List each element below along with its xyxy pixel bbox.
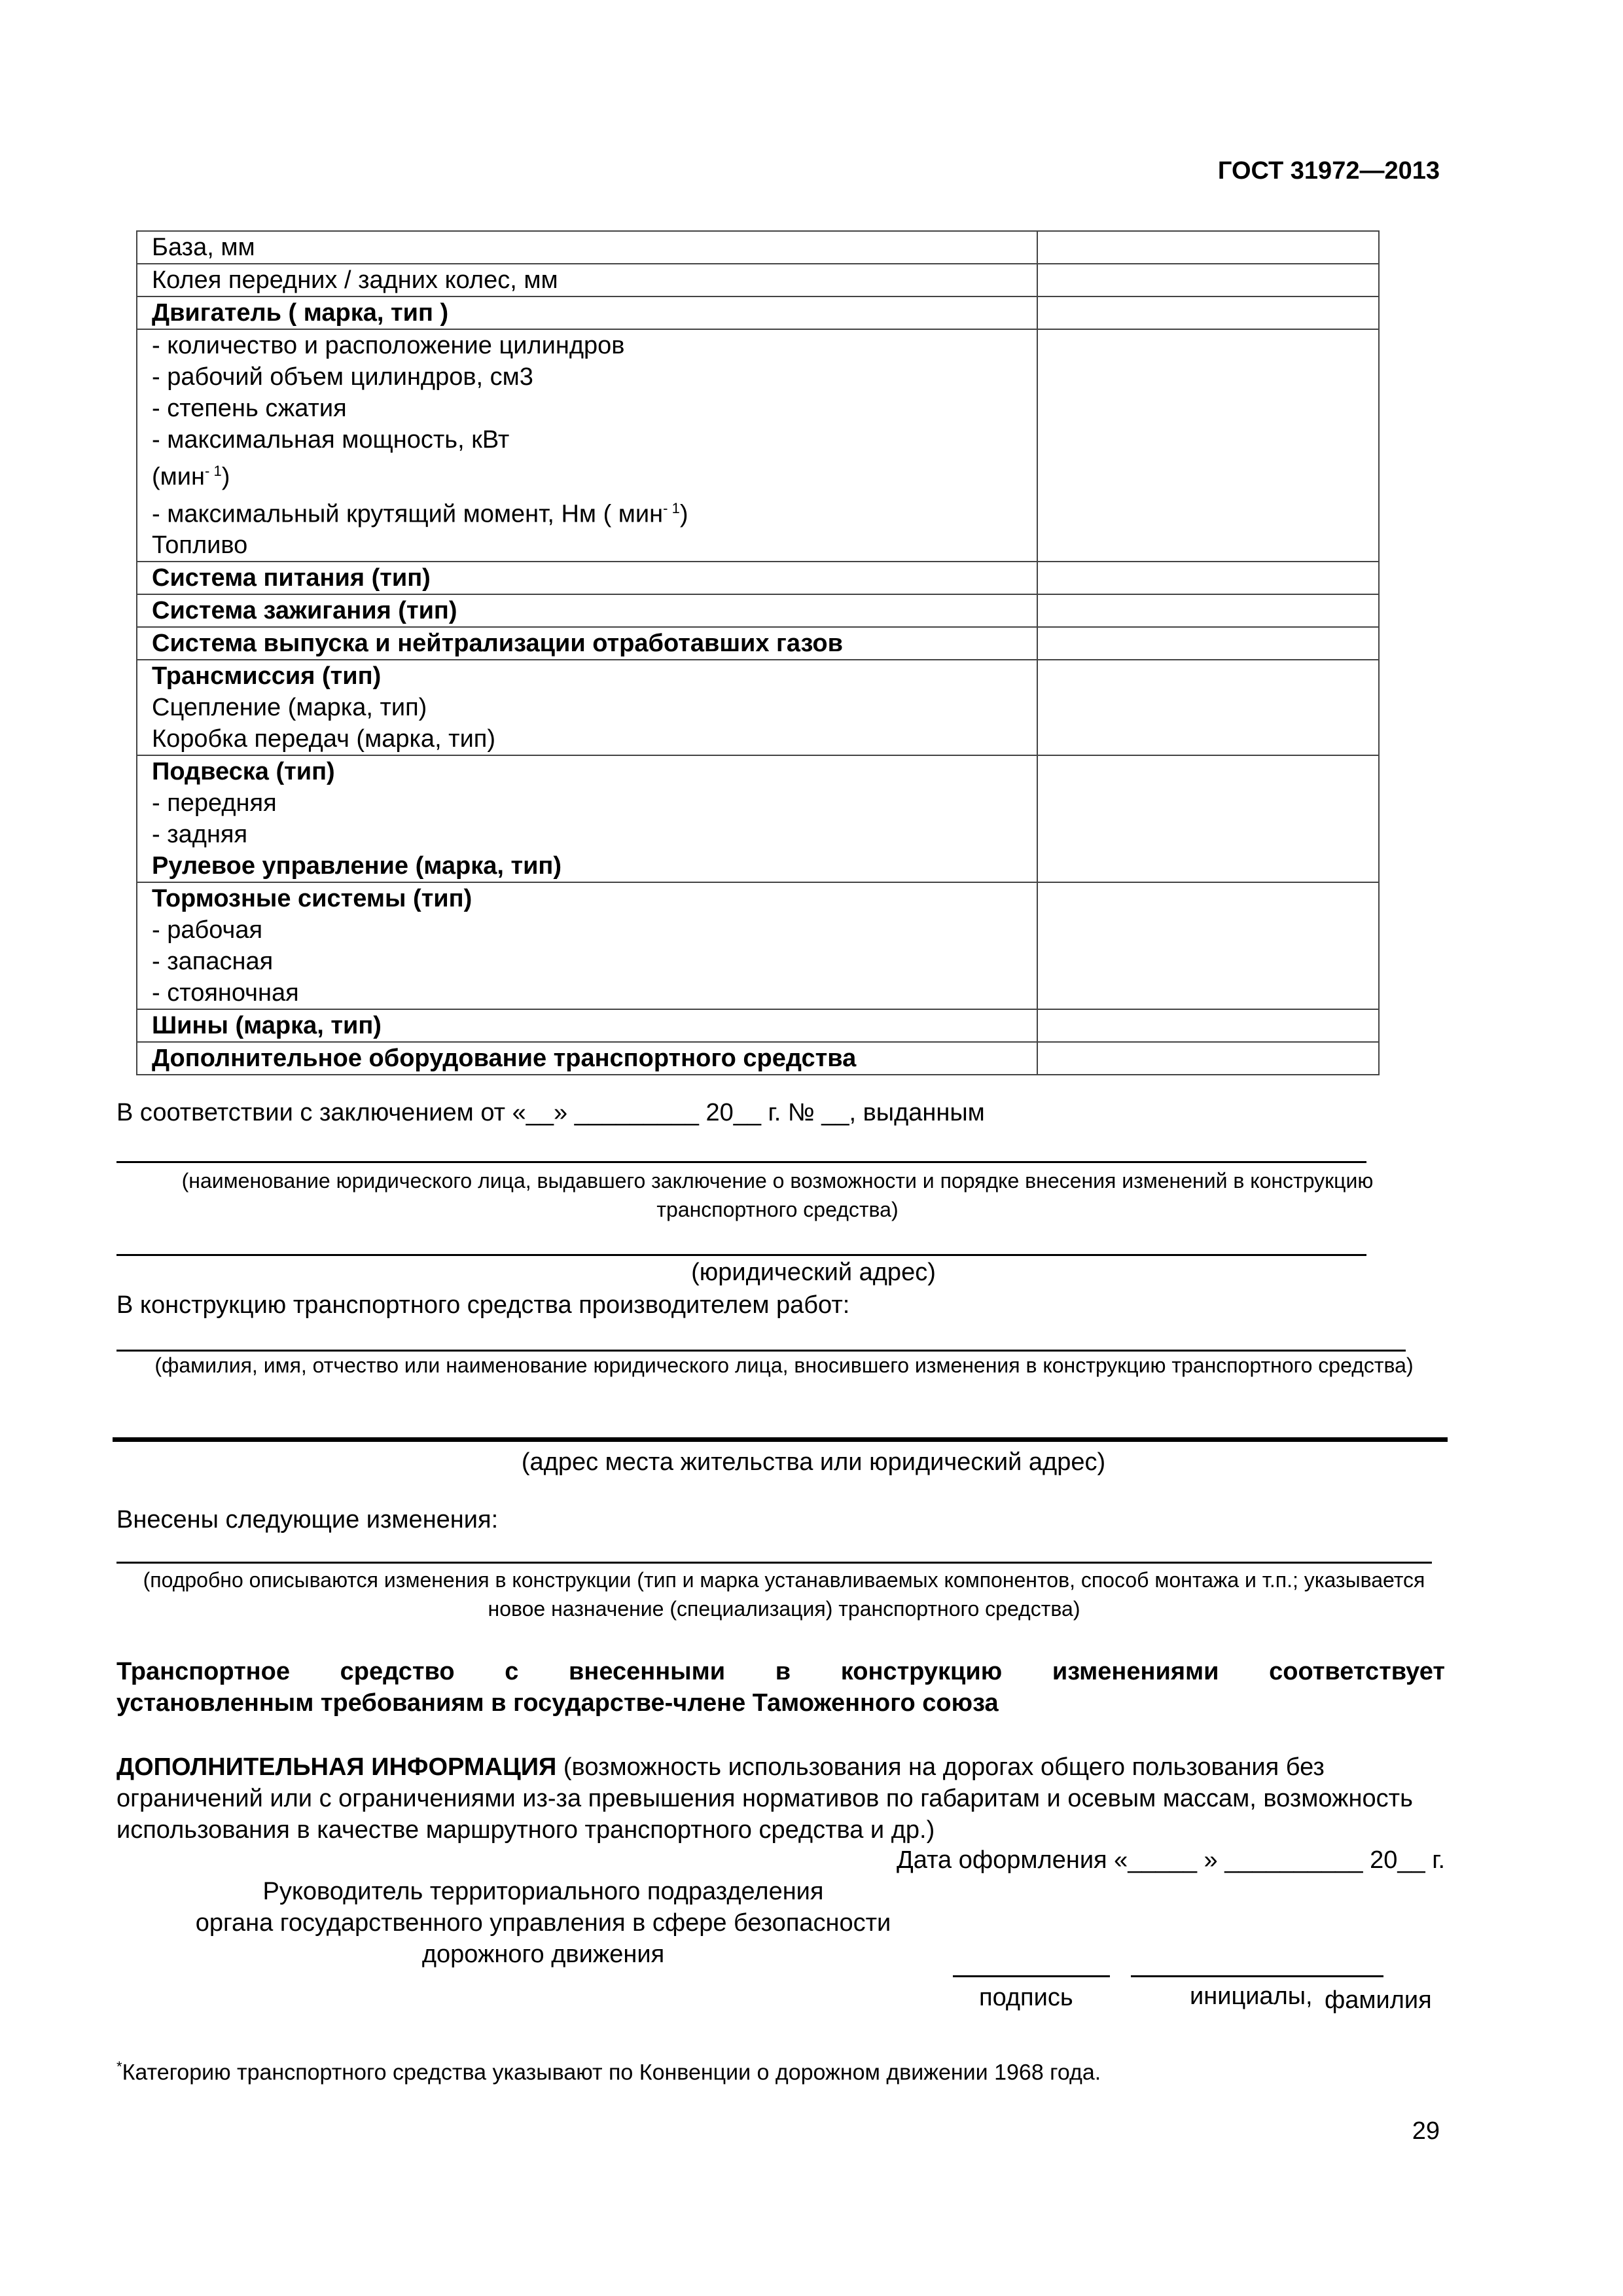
table-row [137,1009,1379,1042]
parameter-text: - передняя [152,789,277,817]
parameter-cell [137,562,1037,594]
parameter-line [152,493,1037,530]
vehicle-spec-table [136,230,1380,1075]
parameter-text: (мин [152,463,205,491]
parameter-text: - количество и расположение цилиндров [152,332,625,359]
parameter-line [152,297,1037,329]
table-row [137,1042,1379,1075]
head-line-2: органа государственного управления в сфере безопасности [195,1909,891,1937]
initials-line [1131,1975,1383,1977]
initials-label: инициалы, [1190,1982,1313,2010]
parameter-line [152,977,1037,1009]
parameter-text: Тормозные системы (тип) [152,885,473,913]
footnote-mark: * [116,2058,122,2075]
entity-caption: (наименование юридического лица, выдавшего заключение о возможности и порядке внесения изменений в конструкцию транспортного средства) [181,1169,1374,1221]
signature-label: подпись [979,1984,1073,2011]
spec-table-body [137,231,1379,1075]
parameter-text: Подвеска (тип) [152,758,335,786]
table-row [137,296,1379,329]
parameter-text: - запасная [152,948,274,976]
parameter-line [152,883,1037,914]
parameter-line [152,787,1037,819]
parameter-text: Топливо [152,531,248,560]
legal-address-line [116,1254,1366,1256]
parameter-line [152,529,1037,561]
parameter-text: Двигатель ( марка, тип ) [152,299,449,327]
legal-address-caption: (юридический адрес) [691,1259,936,1286]
parameter-cell [137,594,1037,627]
parameter-cell [137,755,1037,882]
parameter-cell [137,296,1037,329]
parameter-text-suffix: ) [679,500,688,528]
table-row [137,882,1379,1009]
parameter-cell [137,627,1037,660]
page-number: 29 [1412,2117,1440,2145]
parameter-text: Дополнительное оборудование транспортного средства [152,1045,857,1073]
address-caption: (адрес места жительства или юридический адрес) [521,1448,1106,1476]
parameter-text: - рабочий объем цилиндров, см3 [152,363,533,391]
parameter-text: - рабочая [152,916,263,944]
parameter-line [152,562,1037,594]
value-cell[interactable] [1037,329,1379,562]
parameter-text: Трансмиссия (тип) [152,662,382,691]
parameter-line [152,1043,1037,1074]
parameter-cell [137,660,1037,755]
parameter-line [152,264,1037,296]
value-cell[interactable] [1037,1009,1379,1042]
parameter-cell [137,264,1037,296]
head-line-1: Руководитель территориального подразделения [262,1878,824,1905]
parameter-line [152,232,1037,263]
parameter-line [152,456,1037,493]
parameter-text: Система выпуска и нейтрализации отработавших газов [152,630,843,658]
parameter-cell [137,1042,1037,1075]
document-code: ГОСТ 31972—2013 [1217,157,1440,185]
parameter-line [152,628,1037,659]
parameter-text: - максимальная мощность, кВт [152,426,510,454]
table-row [137,264,1379,296]
footnote [116,2053,1101,2087]
parameter-line [152,330,1037,361]
producer-caption: (фамилия, имя, отчество или наименование юридического лица, вносившего изменения в конструкцию транспортного средства) [154,1354,1414,1377]
parameter-line [152,692,1037,723]
table-row [137,329,1379,562]
table-row [137,627,1379,660]
parameter-line [152,424,1037,456]
parameter-line [152,756,1037,787]
parameter-text: - степень сжатия [152,395,347,422]
parameter-line [152,361,1037,393]
parameter-text: Колея передних / задних колес, мм [152,266,558,294]
entity-line [116,1161,1366,1163]
additional-info-heading: ДОПОЛНИТЕЛЬНАЯ ИНФОРМАЦИЯ [116,1753,557,1781]
value-cell[interactable] [1037,594,1379,627]
parameter-cell [137,329,1037,562]
table-row [137,594,1379,627]
parameter-text: Сцепление (марка, тип) [152,694,427,722]
parameter-text: - максимальный крутящий момент, Нм ( мин [152,500,664,528]
parameter-line [152,1010,1037,1041]
parameter-line [152,819,1037,850]
table-row [137,755,1379,882]
producer-label: В конструкцию транспортного средства производителем работ: [116,1291,850,1319]
additional-info [116,1751,1445,1846]
value-cell[interactable] [1037,882,1379,1009]
surname-label: фамилия [1325,1986,1432,2014]
parameter-cell [137,1009,1037,1042]
conclusion-text: В соответствии с заключением от «__» _________ 20__ г. № __, выданным [116,1099,985,1126]
parameter-cell [137,882,1037,1009]
footnote-text: Категорию транспортного средства указывают по Конвенции о дорожном движении 1968 года. [122,2060,1101,2085]
value-cell[interactable] [1037,562,1379,594]
value-cell[interactable] [1037,627,1379,660]
additional-info-text: (возможность использования на дорогах общего пользования без ограничений или с ограничениями из-за превышения нормативов по габаритам и осевым массам, возможность использования в качестве маршрутного транспортного средства и др.) [116,1753,1413,1844]
exponent: - 1 [663,499,680,516]
parameter-line [152,723,1037,755]
parameter-line [152,595,1037,626]
changes-line [116,1562,1432,1564]
parameter-text: Шины (марка, тип) [152,1012,382,1040]
parameter-text: Система зажигания (тип) [152,597,457,625]
parameter-line [152,850,1037,882]
parameter-text: - задняя [152,821,248,849]
table-row [137,231,1379,264]
parameter-text: Система питания (тип) [152,564,431,592]
parameter-text: Коробка передач (марка, тип) [152,725,496,753]
changes-caption: (подробно описываются изменения в конструкции (тип и марка устанавливаемых компонентов, способ монтажа и т.п.; указывается новое назначение (специализация) транспортного средства) [143,1568,1425,1621]
value-cell[interactable] [1037,1042,1379,1075]
parameter-text: База, мм [152,234,255,261]
parameter-line [152,660,1037,692]
value-cell[interactable] [1037,755,1379,882]
value-cell[interactable] [1037,296,1379,329]
head-line-3: дорожного движения [421,1941,665,1968]
exponent: - 1 [205,463,222,479]
parameter-cell [137,231,1037,264]
compliance-line-1: Транспортное средство с внесенными в конструкцию изменениями соответствует [116,1658,1445,1685]
signature-line [953,1975,1110,1977]
parameter-line [152,914,1037,946]
parameter-line [152,393,1037,424]
table-row [137,562,1379,594]
parameter-text-suffix: ) [221,463,230,491]
compliance-line-2: установленным требованиям в государстве-члене Таможенного союза [116,1689,999,1717]
table-row [137,660,1379,755]
value-cell[interactable] [1037,264,1379,296]
parameter-text: Рулевое управление (марка, тип) [152,852,562,880]
parameter-text: - стояночная [152,979,299,1007]
parameter-line [152,946,1037,977]
value-cell[interactable] [1037,660,1379,755]
changes-label: Внесены следующие изменения: [116,1506,499,1534]
value-cell[interactable] [1037,231,1379,264]
date-line: Дата оформления «_____ » __________ 20__ г. [897,1846,1445,1874]
address-line [113,1437,1448,1442]
